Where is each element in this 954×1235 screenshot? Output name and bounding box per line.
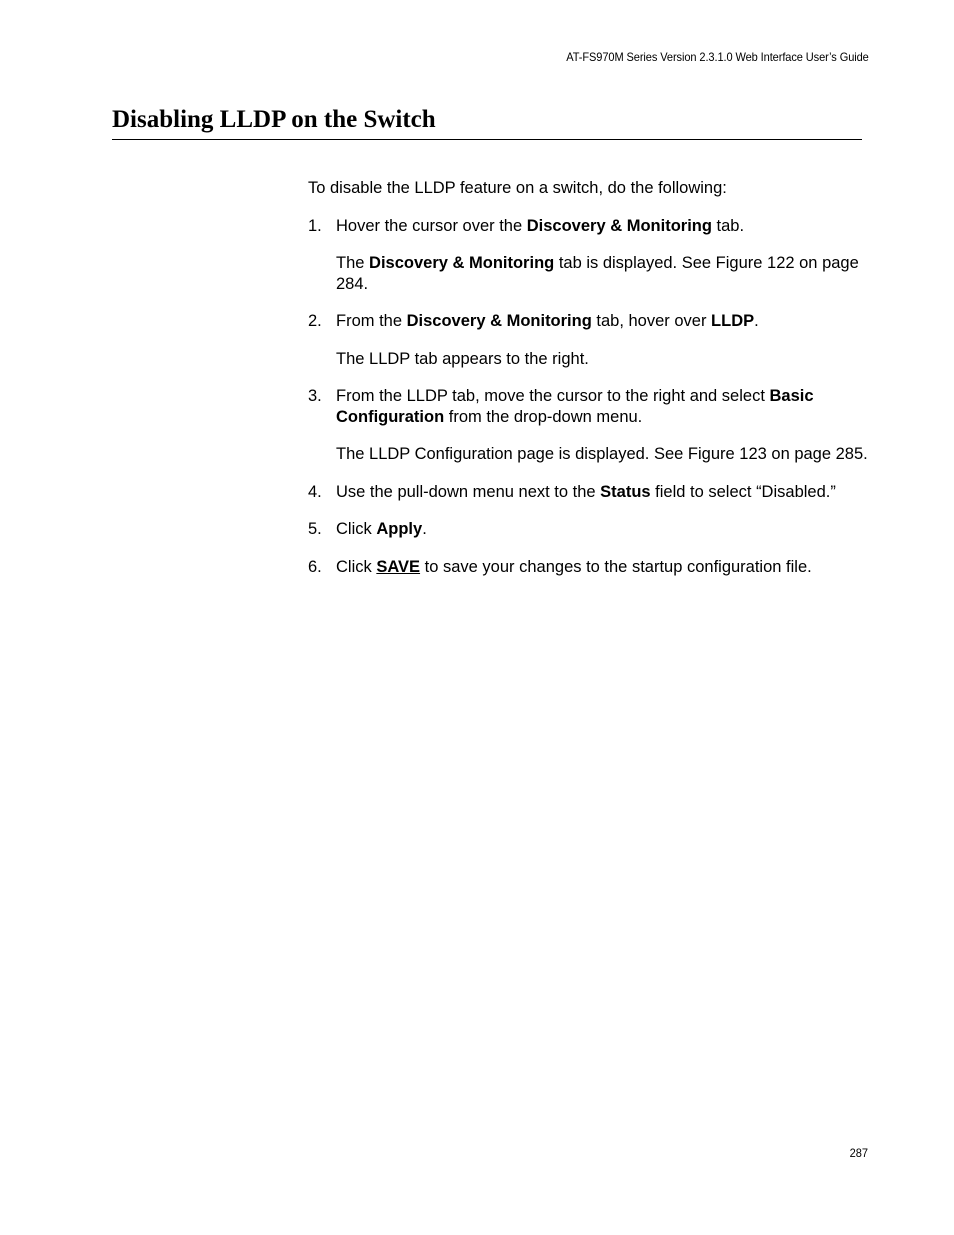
text-run: From the <box>336 312 407 330</box>
text-run: Click <box>336 520 377 538</box>
text-run: to save your changes to the startup configuration file. <box>420 557 812 576</box>
ui-term: Apply <box>376 520 423 538</box>
step-6 <box>308 557 868 578</box>
section-title: Disabling LLDP on the Switch <box>112 106 436 133</box>
text-run: tab is displayed. See Figure 122 on page 284. <box>336 254 859 293</box>
step-3 <box>308 386 868 465</box>
step-text <box>336 482 868 503</box>
ui-term: Status <box>600 482 651 501</box>
step-list <box>308 216 868 578</box>
step-text <box>336 216 868 237</box>
ui-term-save: SAVE <box>376 557 421 576</box>
ui-term: Discovery & Monitoring <box>406 312 592 330</box>
step-number: 6. <box>308 557 322 576</box>
ui-term: Basic Configuration <box>336 387 814 426</box>
text-run: . <box>422 520 427 538</box>
ui-term: Discovery & Monitoring <box>526 216 712 235</box>
step-number: 2. <box>308 312 322 330</box>
title-rule <box>112 139 862 140</box>
text-run: . <box>754 312 759 330</box>
step-text <box>336 519 868 540</box>
step-text <box>336 386 868 427</box>
ui-term: LLDP <box>711 312 755 330</box>
text-run: field to select “Disabled.” <box>650 482 836 501</box>
step-text <box>336 311 868 332</box>
step-1 <box>308 216 868 295</box>
step-number: 3. <box>308 387 322 405</box>
text-run: Click <box>336 557 377 576</box>
step-5 <box>308 519 868 540</box>
step-result <box>336 253 868 294</box>
text-run: The <box>336 254 370 272</box>
page-number: 287 <box>849 1146 868 1160</box>
procedure-body <box>308 178 868 594</box>
step-result: The LLDP Configuration page is displayed. See Figure 123 on page 285. <box>336 445 868 463</box>
step-result: The LLDP tab appears to the right. <box>336 349 589 368</box>
text-run: from the drop-down menu. <box>444 407 643 426</box>
ui-term: Discovery & Monitoring <box>369 254 555 272</box>
step-number: 4. <box>308 482 322 501</box>
step-number: 5. <box>308 520 322 538</box>
running-header: AT-FS970M Series Version 2.3.1.0 Web Interface User’s Guide <box>566 50 869 64</box>
step-4 <box>308 482 868 503</box>
text-run: tab, hover over <box>591 312 712 330</box>
step-text <box>336 557 868 578</box>
step-number: 1. <box>308 216 322 235</box>
intro-text: To disable the LLDP feature on a switch, do the following: <box>308 179 727 197</box>
text-run: tab. <box>711 216 745 235</box>
text-run: Hover the cursor over the <box>336 216 527 235</box>
step-2 <box>308 311 868 369</box>
text-run: From the LLDP tab, move the cursor to the right and select <box>336 387 770 405</box>
text-run: Use the pull-down menu next to the <box>336 482 601 501</box>
